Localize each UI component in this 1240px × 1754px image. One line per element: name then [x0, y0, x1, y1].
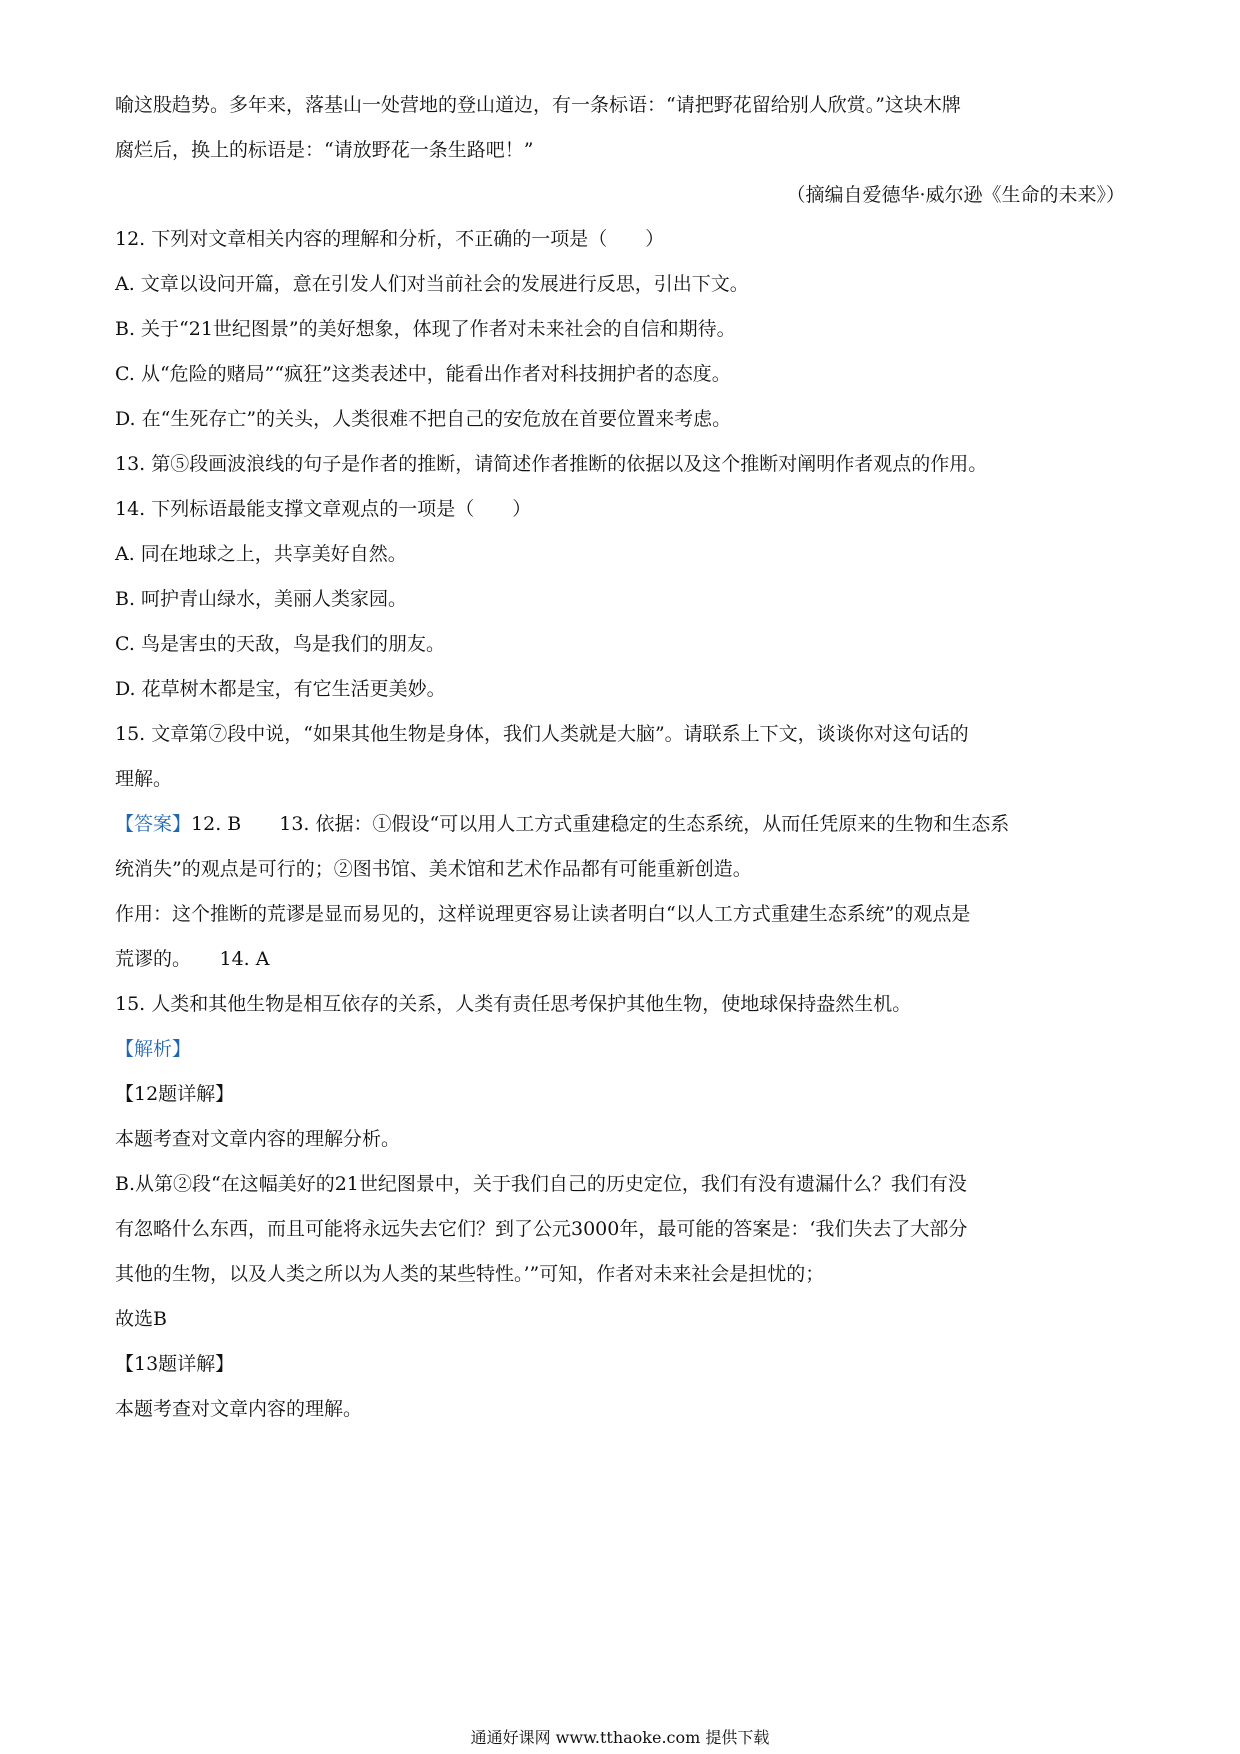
question-14-option-b: B. 呵护青山绿水，美丽人类家园。 — [115, 588, 408, 610]
answer-line: 15. 人类和其他生物是相互依存的关系，人类有责任思考保护其他生物，使地球保持盎然生机。 — [115, 993, 912, 1015]
answer-line: 作用：这个推断的荒谬是显而易见的，这样说理更容易让读者明白“以人工方式重建生态系统”的观点是 — [115, 903, 971, 925]
q13-detail-heading: 【13题详解】 — [115, 1353, 235, 1375]
question-13-stem: 13. 第⑤段画波浪线的句子是作者的推断，请简述作者推断的依据以及这个推断对阐明作者观点的作用。 — [115, 453, 988, 475]
analysis-line: 本题考查对文章内容的理解。 — [115, 1398, 363, 1420]
question-12-option-a: A. 文章以设问开篇，意在引发人们对当前社会的发展进行反思，引出下文。 — [115, 273, 749, 295]
analysis-line: 其他的生物，以及人类之所以为人类的某些特性。’”可知，作者对未来社会是担忧的； — [115, 1263, 825, 1285]
answer-tag: 【答案】 — [115, 813, 192, 835]
article-text-line: 腐烂后，换上的标语是：“请放野花一条生路吧！” — [115, 139, 534, 161]
answer-text: 12. B 13. 依据：①假设“可以用人工方式重建稳定的生态系统，从而任凭原来的生物和生态系 — [191, 813, 1010, 835]
footer-watermark: 通通好课网 www.tthaoke.com 提供下载 — [470, 1728, 770, 1747]
question-15-stem: 15. 文章第⑦段中说，“如果其他生物是身体，我们人类就是大脑”。请联系上下文，谈谈你对这句话的 — [115, 723, 969, 745]
analysis-line: 本题考查对文章内容的理解分析。 — [115, 1128, 401, 1150]
answer-line: 荒谬的。 14. A — [115, 948, 270, 970]
answer-line: 统消失”的观点是可行的；②图书馆、美术馆和艺术作品都有可能重新创造。 — [115, 858, 752, 880]
question-12-option-b: B. 关于“21世纪图景”的美好想象，体现了作者对未来社会的自信和期待。 — [115, 318, 736, 340]
question-12-option-c: C. 从“危险的赌局”“疯狂”这类表述中，能看出作者对科技拥护者的态度。 — [115, 363, 731, 385]
article-source: （摘编自爱德华·威尔逊《生命的未来》） — [786, 184, 1125, 206]
question-14-option-c: C. 鸟是害虫的天敌，鸟是我们的朋友。 — [115, 633, 445, 655]
analysis-line: 故选B — [115, 1308, 167, 1330]
question-12-option-d: D. 在“生死存亡”的关头，人类很难不把自己的安危放在首要位置来考虑。 — [115, 408, 732, 430]
article-text-line: 喻这股趋势。多年来，落基山一处营地的登山道边，有一条标语：“请把野花留给别人欣赏。”这块木牌 — [115, 94, 961, 116]
question-14-option-d: D. 花草树木都是宝，有它生活更美妙。 — [115, 678, 446, 700]
analysis-line: 有忽略什么东西，而且可能将永远失去它们？到了公元3000年，最可能的答案是：‘我们失去了大部分 — [115, 1218, 968, 1240]
question-12-stem: 12. 下列对文章相关内容的理解和分析，不正确的一项是（ ） — [115, 228, 665, 250]
question-14-stem: 14. 下列标语最能支撑文章观点的一项是（ ） — [115, 498, 532, 520]
analysis-line: B.从第②段“在这幅美好的21世纪图景中，关于我们自己的历史定位，我们有没有遗漏什么？我们有没 — [115, 1173, 967, 1195]
analysis-tag: 【解析】 — [115, 1038, 192, 1060]
question-15-stem-cont: 理解。 — [115, 768, 173, 790]
question-14-option-a: A. 同在地球之上，共享美好自然。 — [115, 543, 407, 565]
q12-detail-heading: 【12题详解】 — [115, 1083, 235, 1105]
answer-line — [115, 809, 1125, 839]
